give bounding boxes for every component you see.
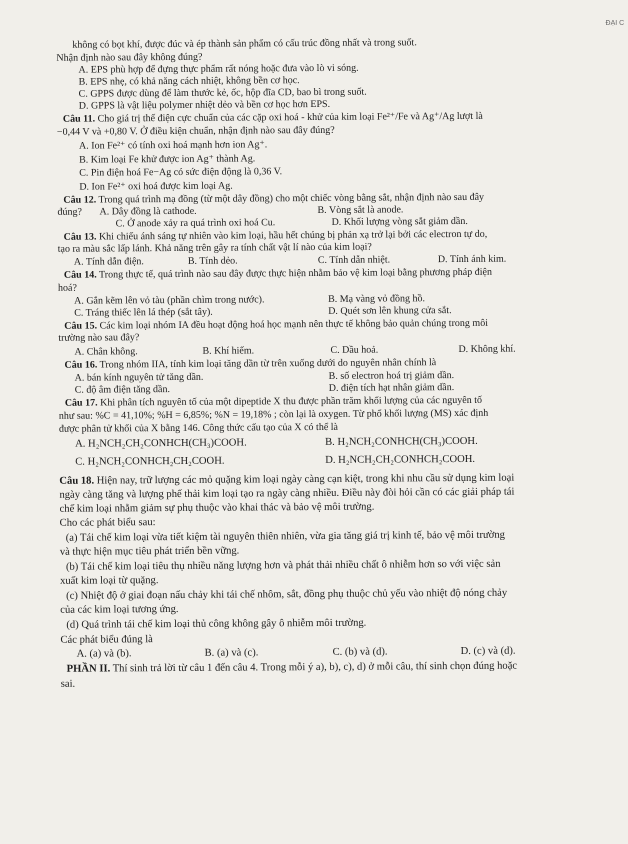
q17-row2 — [59, 452, 607, 468]
q18-option-b: B. (a) và (c). — [204, 647, 259, 659]
q14-line1: Câu 14. Trong thực tế, quá trình nào sau đây được thực hiện nhằm bảo vệ kim loại bằng phương pháp điện — [63, 266, 492, 281]
q14-line2: hoá? — [57, 282, 77, 294]
q18-statement-c1: (c) Nhiệt độ ở giai đoạn nấu chảy khi tái chế nhôm, sắt, đồng phụ thuộc chủ yếu vào nhiệt độ nóng chảy — [66, 587, 508, 602]
intro-text: không có bọt khí, được đúc và ép thành sản phẩm có cấu trúc đồng nhất và trong suốt. — [72, 37, 417, 51]
q14-option-a: A. Gắn kẽm lên vỏ tàu (phần chìm trong nước). — [74, 294, 265, 307]
q17-line1: Câu 17. Khi phân tích nguyên tố của một dipeptide X thu được phần trăm khối lượng của các nguyên tố — [64, 394, 483, 409]
q12-option-a: A. Dây đồng là cathode. — [99, 205, 197, 218]
q17-option-b: B. H₂NCH₂CONHCH(CH₃)COOH. — [325, 435, 478, 448]
q12-lead: đúng? — [57, 206, 82, 218]
q18-line1: Câu 18. Hiện nay, trữ lượng các mỏ quặng kim loại ngày càng cạn kiệt, trong khi nhu cầu sử dụng kim loại — [59, 472, 515, 487]
q13-option-c: C. Tính dẫn nhiệt. — [317, 254, 391, 266]
q18-line2: ngày càng tăng và lượng phế thải kim loại tạo ra ngày càng nhiều. Điều này đòi hỏi cần có các giải pháp tái — [59, 486, 515, 501]
q16-line1: Câu 16. Trong nhóm IIA, tính kim loại tăng dần từ trên xuống dưới do nguyên nhân chính là — [64, 357, 437, 371]
q18-line4: Cho các phát biểu sau: — [59, 517, 156, 529]
q11-line2: −0,44 V và +0,80 V. Ở điều kiện chuẩn, nhận định nào sau đây đúng? — [56, 124, 335, 138]
q11-line1: Câu 11. Cho giá trị thế điện cực chuẩn của các cặp oxi hoá - khử của kim loại Fe²⁺/Fe và Ag⁺/Ag lượt là — [62, 110, 483, 125]
q18-statement-b2: xuất kim loại từ quặng. — [60, 575, 159, 587]
q13-option-a: A. Tính dẫn điện. — [73, 256, 144, 268]
q16-option-d: D. điện tích hạt nhân giảm dần. — [328, 382, 455, 394]
q15-option-d: D. Không khí. — [458, 343, 516, 355]
option-c: C. GPPS được dùng để làm thước kẻ, ốc, hộp đĩa CD, bao bì trong suốt. — [78, 86, 367, 100]
q12-line1: Câu 12. Trong quá trình mạ đồng (từ một dây đồng) cho một chiếc vòng bằng sắt, nhận định nào sau đây — [63, 191, 485, 206]
option-a: A. EPS phù hợp để đựng thực phẩm rất nóng hoặc đưa vào lò vi sóng. — [78, 62, 359, 76]
q17-line3: được phân tử khối của X bằng 146. Công thức cấu tạo của X có thể là — [58, 421, 339, 435]
q12-option-d: D. Khối lượng vòng sắt giảm dần. — [331, 215, 468, 228]
q11-option-d: D. Ion Fe²⁺ oxi hoá được kim loại Ag. — [79, 180, 233, 193]
q18-statement-a2: và thực hiện mục tiêu phát triển bền vững. — [59, 545, 240, 558]
q17-option-c: C. H₂NCH₂CONHCH₂CH₂COOH. — [75, 455, 225, 468]
q15-line1: Câu 15. Các kim loại nhóm IA đều hoạt động hoá học mạnh nên thực tế không bảo quản chúng trong môi — [64, 317, 489, 332]
q14-option-d: D. Quét sơn lên khung cửa sắt. — [328, 305, 452, 317]
q12-option-c: C. Ở anode xảy ra quá trình oxi hoá Cu. — [115, 217, 276, 230]
q11-option-c: C. Pin điện hoá Fe−Ag có sức điện động là 0,36 V. — [79, 166, 283, 179]
q14-option-c: C. Tráng thiếc lên lá thép (sắt tây). — [74, 306, 213, 319]
q17-option-d: D. H₂NCH₂CH₂CONHCH₂COOH. — [325, 453, 476, 466]
q13-line2: tạo ra màu sắc lấp lánh. Khả năng trên gây ra tính chất vật lí nào của kim loại? — [57, 241, 372, 255]
q15-option-c: C. Dầu hoả. — [330, 344, 379, 356]
q13-option-d: D. Tính ánh kim. — [437, 253, 507, 266]
q18-statement-b1: (b) Tái chế kim loại tiêu thụ nhiều năng lượng hơn và phát thải nhiều chất ô nhiễm hơn so với việc sản — [65, 558, 501, 573]
q17-option-a: A. H₂NCH₂CH₂CONHCH(CH₃)COOH. — [75, 437, 247, 450]
q12-option-b: B. Vòng sắt là anode. — [317, 204, 404, 216]
part2-line1: PHẦN II. Thí sinh trả lời từ câu 1 đến câu 4. Trong mỗi ý a), b), c), d) ở mỗi câu, thí sinh chọn đúng hoặc — [66, 660, 518, 675]
q11-option-a: A. Ion Fe²⁺ có tính oxi hoá mạnh hơn ion Ag⁺. — [78, 139, 268, 152]
option-d: D. GPPS là vật liệu polymer nhiệt dẻo và bền cơ học hơn EPS. — [78, 98, 331, 112]
q13-line1: Câu 13. Khi chiếu ánh sáng tự nhiên vào kim loại, hầu hết chúng bị phản xạ trở lại bởi các electron tự do, — [63, 228, 488, 243]
q15-line2: trường nào sau đây? — [58, 332, 140, 344]
part2-line2: sai. — [60, 678, 76, 690]
question-stem: Nhận định nào sau đây không đúng? — [56, 51, 203, 64]
q18-statement-d: (d) Quá trình tái chế kim loại thủ công không gây ô nhiễm môi trường. — [66, 617, 367, 631]
q18-statement-a1: (a) Tái chế kim loại vừa tiết kiệm tài nguyên thiên nhiên, vừa gia tăng giá trị kinh tế, bảo vệ môi trường — [65, 529, 505, 544]
corner-label: ĐẠI C — [605, 19, 625, 27]
q16-option-c: C. độ âm điện tăng dần. — [74, 384, 171, 396]
q11-option-b: B. Kim loại Fe khử được ion Ag⁺ thành Ag. — [79, 153, 256, 166]
q16-option-b: B. số electron hoá trị giảm dần. — [328, 370, 455, 382]
option-b: B. EPS nhẹ, có khả năng cách nhiệt, không bền cơ học. — [78, 75, 300, 88]
q14-option-b: B. Mạ vàng vỏ đồng hồ. — [328, 293, 426, 305]
q18-option-c: C. (b) và (d). — [332, 646, 388, 658]
q18-option-d: D. (c) và (d). — [460, 645, 516, 657]
q15-option-a: A. Chân không. — [74, 346, 138, 358]
q18-question: Các phát biểu đúng là — [60, 634, 153, 646]
q17-line2: như sau: %C = 41,10%; %H = 6,85%; %N = 19,18% ; còn lại là oxygen. Từ phổ khối lượng (MS) xác định — [58, 407, 489, 422]
q18-statement-c2: của các kim loại tương ứng. — [60, 603, 179, 616]
q18-option-a: A. (a) và (b). — [76, 648, 132, 660]
q15-option-b: B. Khí hiếm. — [202, 345, 255, 357]
q16-option-a: A. bán kính nguyên tử tăng dần. — [74, 371, 204, 384]
q18-line3: chế kim loại nhằm giảm sự phụ thuộc vào khai thác và bảo vệ môi trường. — [59, 501, 375, 515]
q13-option-b: B. Tính dẻo. — [187, 255, 238, 267]
